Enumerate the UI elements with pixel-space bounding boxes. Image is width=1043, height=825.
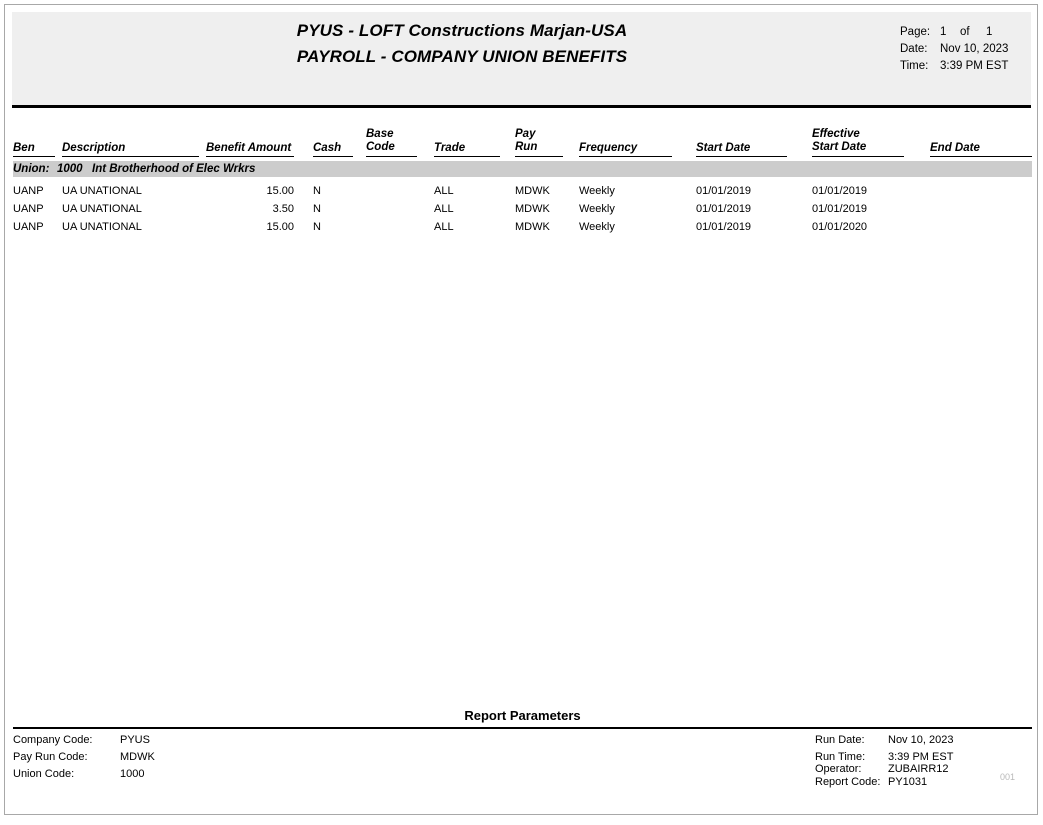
cell-cash: N	[313, 221, 321, 233]
column-header-cash: Cash	[313, 142, 342, 154]
column-header-base-code	[366, 128, 395, 154]
report-title-line-2: PAYROLL - COMPANY UNION BENEFITS	[296, 47, 628, 66]
cell-ben: UANP	[13, 203, 44, 215]
page-of-label: of	[960, 26, 970, 38]
column-header-effective-start-date-line-2: Start Date	[812, 141, 867, 153]
param-value-operator: ZUBAIRR12	[888, 763, 949, 775]
param-value-run-time: 3:39 PM EST	[888, 751, 954, 763]
param-label-run-date: Run Date:	[815, 734, 865, 746]
cell-start-date: 01/01/2019	[696, 221, 752, 233]
report-title-line-1: PYUS - LOFT Constructions Marjan-USA	[296, 21, 628, 40]
column-rule-ben	[13, 156, 55, 157]
time-label: Time:	[900, 60, 929, 72]
column-header-start-date: Start Date	[696, 142, 751, 154]
column-header-frequency: Frequency	[579, 142, 638, 154]
column-header-effective-start-date	[812, 128, 866, 154]
column-rule-start-date	[696, 156, 787, 157]
date-label: Date:	[900, 43, 928, 55]
report-parameters-title: Report Parameters	[464, 708, 581, 723]
column-header-benefit-amount: Benefit Amount	[206, 142, 292, 154]
report-meta-block	[900, 24, 1008, 75]
column-rule-trade	[434, 156, 500, 157]
union-group-name: Int Brotherhood of Elec Wrkrs	[92, 163, 256, 175]
cell-effective-start-date: 01/01/2019	[812, 203, 868, 215]
cell-pay-run: MDWK	[515, 185, 550, 197]
union-group-code: 1000	[57, 163, 83, 175]
param-value-union-code: 1000	[120, 768, 145, 780]
page-label: Page:	[900, 26, 931, 38]
param-label-run-time: Run Time:	[815, 751, 866, 763]
date-value: Nov 10, 2023	[940, 43, 1009, 55]
column-rule-base-code	[366, 156, 417, 157]
param-label-company-code: Company Code:	[13, 734, 93, 746]
cell-benefit-amount: 15.00	[266, 185, 294, 197]
cell-frequency: Weekly	[579, 203, 615, 215]
cell-trade: ALL	[434, 203, 454, 215]
union-group-label: Union:	[13, 163, 50, 175]
column-rule-end-date	[930, 156, 1032, 157]
page-border	[4, 4, 1038, 815]
cell-description: UA UNATIONAL	[62, 203, 142, 215]
param-value-company-code: PYUS	[120, 734, 150, 746]
time-value: 3:39 PM EST	[940, 60, 1009, 72]
cell-benefit-amount: 15.00	[266, 221, 294, 233]
cell-ben: UANP	[13, 185, 44, 197]
column-rule-benefit-amount	[206, 156, 294, 157]
header-divider-rule	[12, 105, 1031, 108]
cell-ben: UANP	[13, 221, 44, 233]
cell-effective-start-date: 01/01/2020	[812, 221, 868, 233]
column-rule-frequency	[579, 156, 672, 157]
param-value-report-code: PY1031	[888, 776, 928, 788]
meta-row-page	[900, 24, 1008, 41]
report-parameters-rule	[13, 727, 1032, 729]
cell-description: UA UNATIONAL	[62, 221, 142, 233]
cell-cash: N	[313, 185, 321, 197]
cell-effective-start-date: 01/01/2019	[812, 185, 868, 197]
column-rule-effective-start-date	[812, 156, 904, 157]
cell-frequency: Weekly	[579, 221, 615, 233]
column-header-base-code-line-2: Code	[366, 141, 395, 153]
param-label-operator: Operator:	[815, 763, 862, 775]
cell-benefit-amount: 3.50	[272, 203, 294, 215]
meta-row-time	[900, 58, 1008, 75]
column-header-pay-run	[515, 128, 537, 154]
page-sequence-marker: 001	[1000, 772, 1016, 782]
cell-frequency: Weekly	[579, 185, 615, 197]
param-label-report-code: Report Code:	[815, 776, 881, 788]
page-title	[12, 18, 912, 70]
column-rule-pay-run	[515, 156, 563, 157]
param-value-pay-run-code: MDWK	[120, 751, 155, 763]
column-rule-description	[62, 156, 199, 157]
cell-cash: N	[313, 203, 321, 215]
param-label-union-code: Union Code:	[13, 768, 75, 780]
page-total: 1	[986, 26, 993, 38]
column-header-base-code-line-1: Base	[366, 128, 394, 140]
column-header-description: Description	[62, 142, 126, 154]
param-label-pay-run-code: Pay Run Code:	[13, 751, 88, 763]
column-rule-cash	[313, 156, 353, 157]
column-header-pay-run-line-1: Pay	[515, 128, 536, 140]
column-header-effective-start-date-line-1: Effective	[812, 128, 860, 140]
cell-start-date: 01/01/2019	[696, 203, 752, 215]
cell-description: UA UNATIONAL	[62, 185, 142, 197]
cell-trade: ALL	[434, 185, 454, 197]
column-header-end-date: End Date	[930, 142, 980, 154]
cell-start-date: 01/01/2019	[696, 185, 752, 197]
meta-row-date	[900, 41, 1008, 58]
column-header-ben: Ben	[13, 142, 35, 154]
cell-pay-run: MDWK	[515, 203, 550, 215]
cell-trade: ALL	[434, 221, 454, 233]
page-number: 1	[940, 26, 947, 38]
column-header-pay-run-line-2: Run	[515, 141, 538, 153]
column-header-trade: Trade	[434, 142, 466, 154]
cell-pay-run: MDWK	[515, 221, 550, 233]
param-value-run-date: Nov 10, 2023	[888, 734, 954, 746]
